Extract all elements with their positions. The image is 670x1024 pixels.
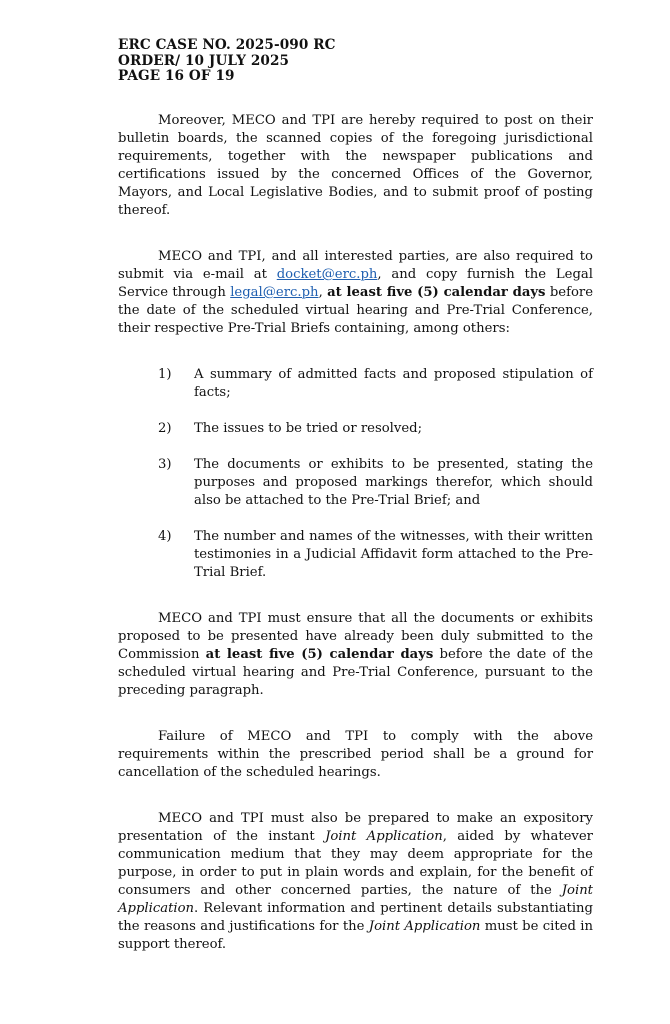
document-body (118, 112, 593, 954)
bold-deadline: at least five (5) calendar days (205, 647, 434, 662)
page-number: PAGE 16 OF 19 (118, 68, 235, 84)
pretrial-brief-contents-list (118, 366, 593, 582)
paragraph-text: , aided by whatever communication medium that they may deem appropriate for the purpose, in order to put in plain words and explain, for the benefit of consumers and other concerned parties, the nature of the (118, 829, 593, 898)
paragraph-pretrial-brief-requirement (118, 248, 593, 338)
paragraph-text: , (318, 285, 328, 300)
list-item (118, 366, 593, 402)
paragraph-exhibit-submission (118, 610, 593, 700)
list-item-number: 1) (158, 367, 172, 382)
paragraph-text: . Relevant information and pertinent details substantiating the reasons and justifications for the (118, 901, 593, 934)
paragraph-text: MECO and TPI must ensure that all the documents or exhibits proposed to be presented have already been duly submitted to the Commission (118, 611, 593, 662)
legal-email-link[interactable]: legal@erc.ph (230, 285, 319, 300)
list-item (118, 528, 593, 582)
paragraph-text: must be cited in support thereof. (118, 919, 593, 952)
list-item (118, 456, 593, 510)
list-item-text: The number and names of the witnesses, with their written testimonies in a Judicial Affidavit form attached to the Pre-Trial Brief. (194, 529, 593, 580)
docket-email-link[interactable]: docket@erc.ph (276, 267, 378, 282)
list-item-number: 4) (158, 529, 172, 544)
list-item (118, 420, 593, 438)
italic-joint-application: Joint Application (325, 829, 443, 844)
paragraph-text: , and copy furnish the Legal Service through (118, 267, 594, 300)
list-item-text: A summary of admitted facts and proposed stipulation of facts; (194, 367, 593, 400)
list-item-text: The documents or exhibits to be presented, stating the purposes and proposed markings therefor, which should also be attached to the Pre-Trial Brief; and (194, 457, 593, 508)
list-item-number: 3) (158, 457, 172, 472)
paragraph-text: MECO and TPI, and all interested parties, are also required to submit via e-mail at (118, 249, 593, 282)
case-number: ERC CASE NO. 2025-090 RC (118, 37, 336, 53)
list-item-text: The issues to be tried or resolved; (194, 421, 423, 436)
paragraph-posting-requirement: Moreover, MECO and TPI are hereby required to post on their bulletin boards, the scanned copies of the foregoing jurisdictional requirements, together with the newspaper publications and certifications issued by the concerned Offices of the Governor, Mayors, and Local Legislative Bodies, and to submit proof of posting thereof. (118, 113, 593, 218)
italic-joint-application: Joint Application (368, 919, 481, 934)
order-date: ORDER/ 10 JULY 2025 (118, 52, 290, 69)
paragraph-noncompliance: Failure of MECO and TPI to comply with the above requirements within the prescribed period shall be a ground for cancellation of the scheduled hearings. (118, 729, 593, 780)
paragraph-text: before the date of the scheduled virtual hearing and Pre-Trial Conference, pursuant to the preceding paragraph. (118, 647, 593, 698)
list-item-number: 2) (158, 421, 172, 436)
italic-joint-application: Joint Application (118, 883, 593, 916)
bold-deadline: at least five (5) calendar days (327, 285, 546, 300)
paragraph-expository-presentation (118, 810, 593, 954)
paragraph-text: before the date of the scheduled virtual hearing and Pre-Trial Conference, their respective Pre-Trial Briefs containing, among others: (118, 285, 594, 336)
page-header (118, 38, 336, 85)
paragraph-text: MECO and TPI must also be prepared to make an expository presentation of the instant (118, 811, 593, 844)
